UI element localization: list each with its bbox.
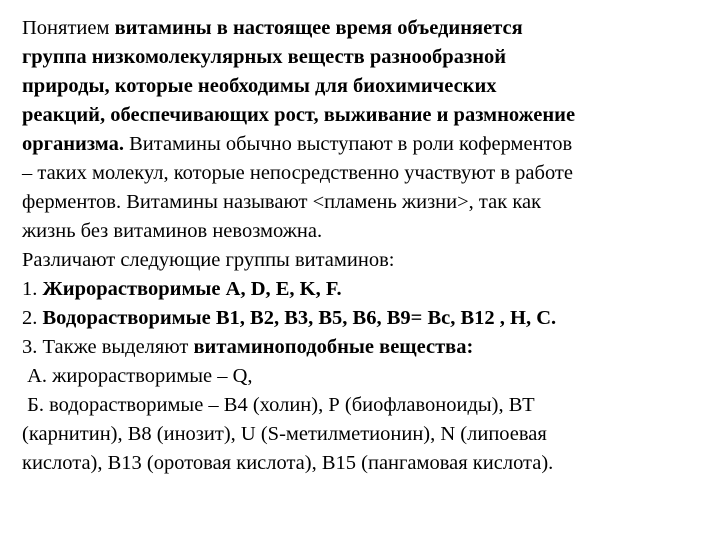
text-run: 3. Также выделяют (22, 336, 194, 358)
text-line (22, 72, 702, 101)
text-line (22, 159, 702, 188)
text-run: жизнь без витаминов невозможна. (22, 220, 323, 242)
text-run: А. жирорастворимые – Q, (22, 365, 253, 387)
text-line (22, 420, 702, 449)
text-run: 2. (22, 307, 43, 329)
vitamins-text-block (22, 14, 702, 478)
list-item-water-soluble (22, 304, 702, 333)
text-run-bold: группа низкомолекулярных веществ разнообразной (22, 46, 507, 68)
text-line (22, 217, 702, 246)
text-line (22, 362, 702, 391)
text-line (22, 14, 702, 43)
text-run: кислота), В13 (оротовая кислота), В15 (пангамовая кислота). (22, 452, 554, 474)
list-item-fat-soluble (22, 275, 702, 304)
text-line (22, 101, 702, 130)
text-run: – таких молекул, которые непосредственно участвуют в работе (22, 162, 573, 184)
text-run-bold: витаминоподобные вещества: (193, 336, 474, 358)
text-run: Б. водорастворимые – В4 (холин), Р (биофлавоноиды), ВТ (22, 394, 535, 416)
text-run: (карнитин), В8 (инозит), U (S-метилметионин), N (липоевая (22, 423, 547, 445)
text-line (22, 130, 702, 159)
text-line (22, 188, 702, 217)
text-line (22, 43, 702, 72)
text-line (22, 246, 702, 275)
text-run: Понятием (22, 17, 115, 39)
text-run: Различают следующие группы витаминов: (22, 249, 395, 271)
text-run-bold: организма. (22, 133, 124, 155)
text-line (22, 391, 702, 420)
text-run-bold: природы, которые необходимы для биохимических (22, 75, 497, 97)
text-run-bold: Жирорастворимые А, D, E, K, F. (42, 278, 342, 300)
text-run-bold: реакций, обеспечивающих рост, выживание и размножение (22, 104, 576, 126)
text-run: 1. (22, 278, 43, 300)
text-run: Витамины обычно выступают в роли коферментов (123, 133, 573, 155)
list-item-vitamin-like (22, 333, 702, 362)
text-run-bold: Водорастворимые В1, В2, В3, В5, В6, В9= Вс, В12 , Н, С. (42, 307, 557, 329)
text-run-bold: витамины в настоящее время объединяется (114, 17, 523, 39)
text-run: ферментов. Витамины называют <пламень жизни>, так как (22, 191, 542, 213)
text-line (22, 449, 702, 478)
